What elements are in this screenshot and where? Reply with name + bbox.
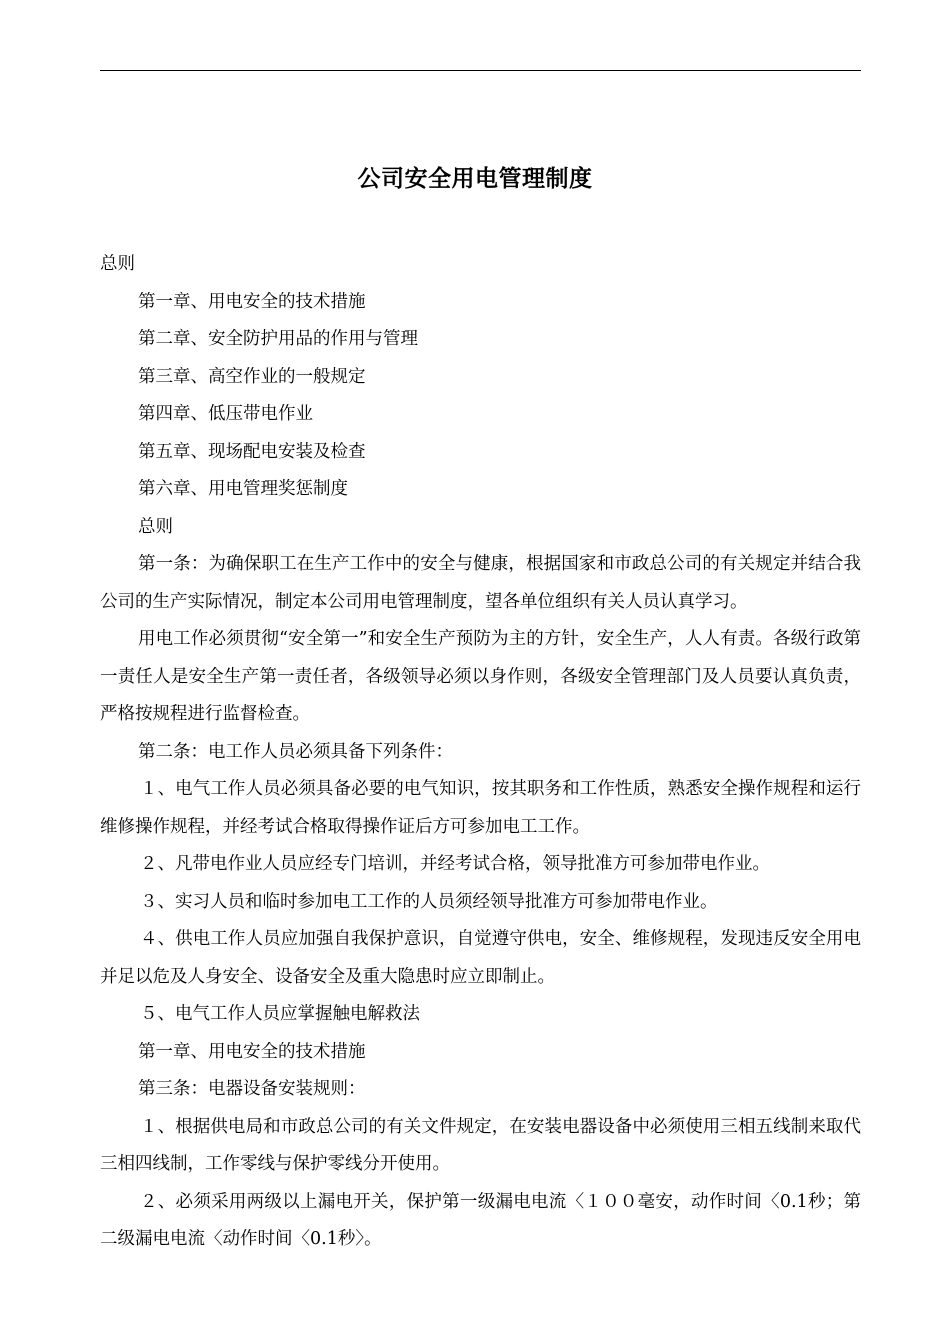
- safety-policy-paragraph: 用电工作必须贯彻“安全第一”和安全生产预防为主的方针，安全生产，人人有责。各级行政第一责任人是安全生产第一责任者，各级领导必须以身作则，各级安全管理部门及人员要认真负责，严格按规程进行监督检查。: [100, 629, 861, 724]
- section-heading-general: 总则: [100, 254, 135, 274]
- document-title: 公司安全用电管理制度: [357, 166, 593, 192]
- toc-item-chapter-6: 第六章、用电管理奖惩制度: [138, 479, 348, 499]
- subheading-general: 总则: [138, 516, 173, 537]
- article-2-item-1: １、电气工作人员必须具备必要的电气知识，按其职务和工作性质，熟悉安全操作规程和运行维修操作规程，并经考试合格取得操作证后方可参加电工工作。: [100, 779, 861, 837]
- article-2-item-2: ２、凡带电作业人员应经专门培训，并经考试合格，领导批准方可参加带电作业。: [140, 854, 770, 874]
- article-3-item-1: １、根据供电局和市政总公司的有关文件规定，在安装电器设备中必须使用三相五线制来取代三相四线制，工作零线与保护零线分开使用。: [100, 1116, 861, 1174]
- document-body: [100, 246, 861, 1259]
- article-2-item-5: ５、电气工作人员应掌握触电解救法: [140, 1004, 420, 1024]
- chapter-1-heading: 第一章、用电安全的技术措施: [138, 1041, 366, 1062]
- toc-item-chapter-1: 第一章、用电安全的技术措施: [138, 291, 366, 312]
- toc-item-chapter-5: 第五章、现场配电安装及检查: [138, 441, 366, 462]
- article-2-item-4: ４、供电工作人员应加强自我保护意识，自觉遵守供电，安全、维修规程，发现违反安全用电并足以危及人身安全、设备安全及重大隐患时应立即制止。: [100, 929, 861, 987]
- article-3-heading: 第三条：电器设备安装规则：: [138, 1079, 366, 1099]
- article-2-heading: 第二条：电工作人员必须具备下列条件：: [138, 741, 453, 762]
- article-1-paragraph: 第一条：为确保职工在生产工作中的安全与健康，根据国家和市政总公司的有关规定并结合我公司的生产实际情况，制定本公司用电管理制度，望各单位组织有关人员认真学习。: [100, 554, 861, 612]
- article-2-item-3: ３、实习人员和临时参加电工工作的人员须经领导批准方可参加带电作业。: [140, 891, 718, 912]
- header-rule: [100, 70, 861, 71]
- article-3-item-2: ２、必须采用两级以上漏电开关，保护第一级漏电电流〈１００毫安，动作时间〈0.1秒；第二级漏电电流〈动作时间〈0.1秒〉。: [100, 1191, 861, 1249]
- toc-item-chapter-2: 第二章、安全防护用品的作用与管理: [138, 329, 418, 349]
- toc-item-chapter-4: 第四章、低压带电作业: [138, 404, 313, 424]
- toc-item-chapter-3: 第三章、高空作业的一般规定: [138, 366, 366, 387]
